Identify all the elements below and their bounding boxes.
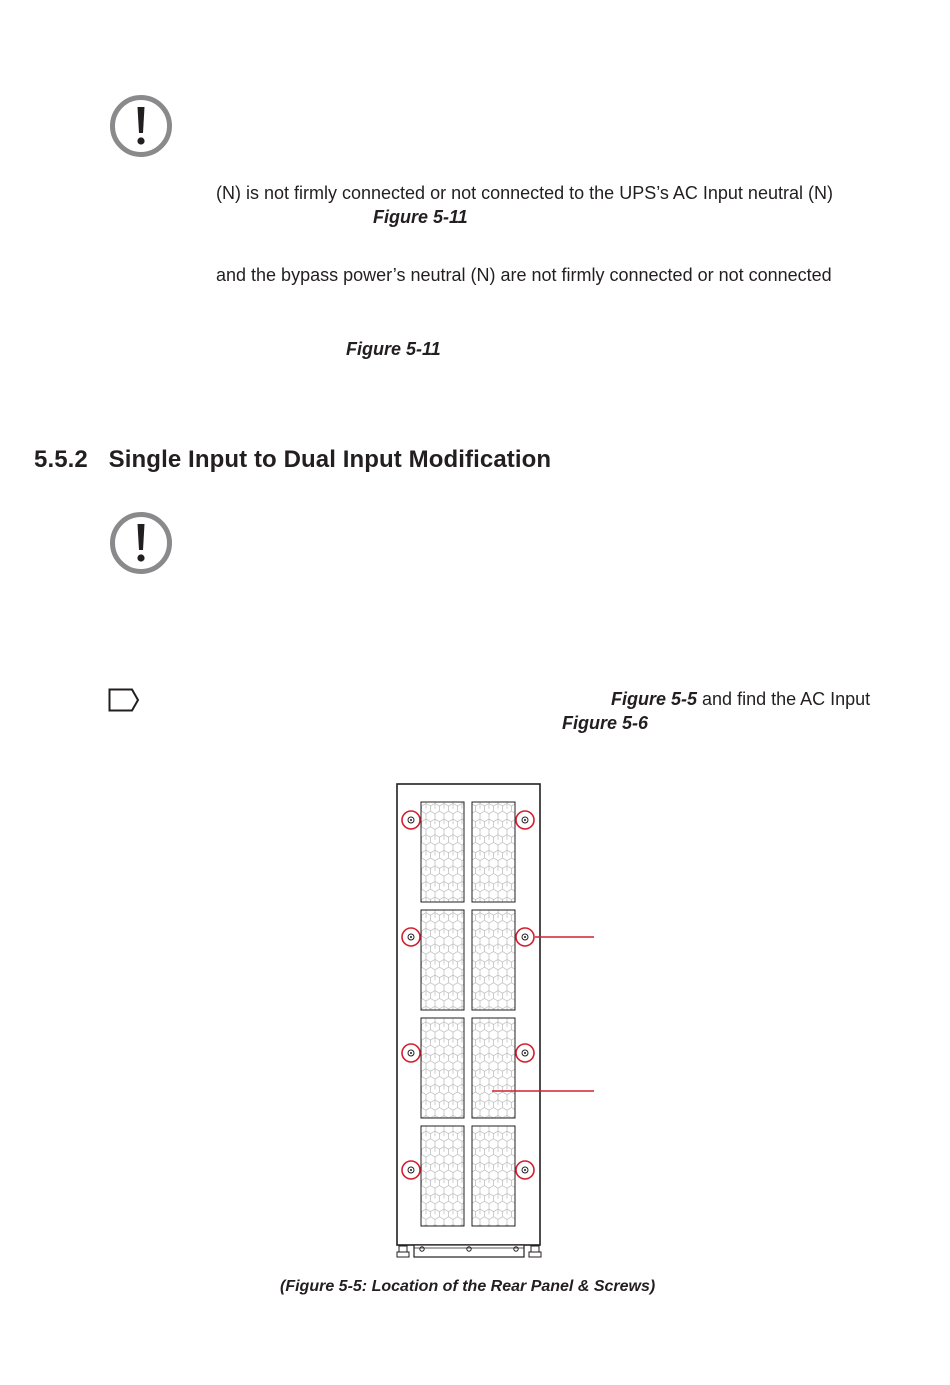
vent-panel <box>421 1018 464 1118</box>
warning-1-figure-ref-2: Figure 5-11 <box>346 339 441 359</box>
note-tag-icon <box>108 688 140 717</box>
step-figure-ref-2: Figure 5-6 <box>562 713 649 733</box>
cabinet-foot-right <box>529 1246 541 1257</box>
cabinet-foot-left <box>397 1246 409 1257</box>
vent-panel <box>472 1126 515 1226</box>
step-text-1: and find the AC Input <box>697 689 871 709</box>
vent-panel <box>472 910 515 1010</box>
warning-1-figure-ref: Figure 5-11 <box>373 207 468 227</box>
section-heading <box>34 446 551 474</box>
vent-panel <box>421 802 464 902</box>
warning-1-line-1: (N) is not firmly connected or not connected to the UPS’s AC Input neutral (N) <box>216 183 833 203</box>
rear-panel-drawing <box>390 780 610 1265</box>
section-title: Single Input to Dual Input Modification <box>108 446 552 473</box>
step-figure-ref-1: Figure 5-5 <box>611 689 698 709</box>
vent-panel <box>421 1126 464 1226</box>
vent-panel <box>421 910 464 1010</box>
screw-marker <box>516 1044 534 1062</box>
figure-caption: (Figure 5-5: Location of the Rear Panel & Screws) <box>280 1278 656 1295</box>
screw-marker <box>402 811 420 829</box>
warning-1-line-3: and the bypass power’s neutral (N) are not firmly connected or not connected <box>216 265 832 285</box>
screw-marker <box>516 811 534 829</box>
rear-panel-figure <box>390 780 610 1270</box>
step-line-1 <box>611 687 870 711</box>
screw-marker <box>402 928 420 946</box>
exclamation-warning-icon-2 <box>110 512 170 572</box>
screw-marker <box>516 1161 534 1179</box>
screw-marker <box>402 1161 420 1179</box>
vent-panel <box>472 1018 515 1118</box>
section-number: 5.5.2 <box>34 446 88 473</box>
screw-marker <box>402 1044 420 1062</box>
vent-panel <box>472 802 515 902</box>
exclamation-warning-icon <box>110 95 170 155</box>
screw-marker <box>516 928 534 946</box>
